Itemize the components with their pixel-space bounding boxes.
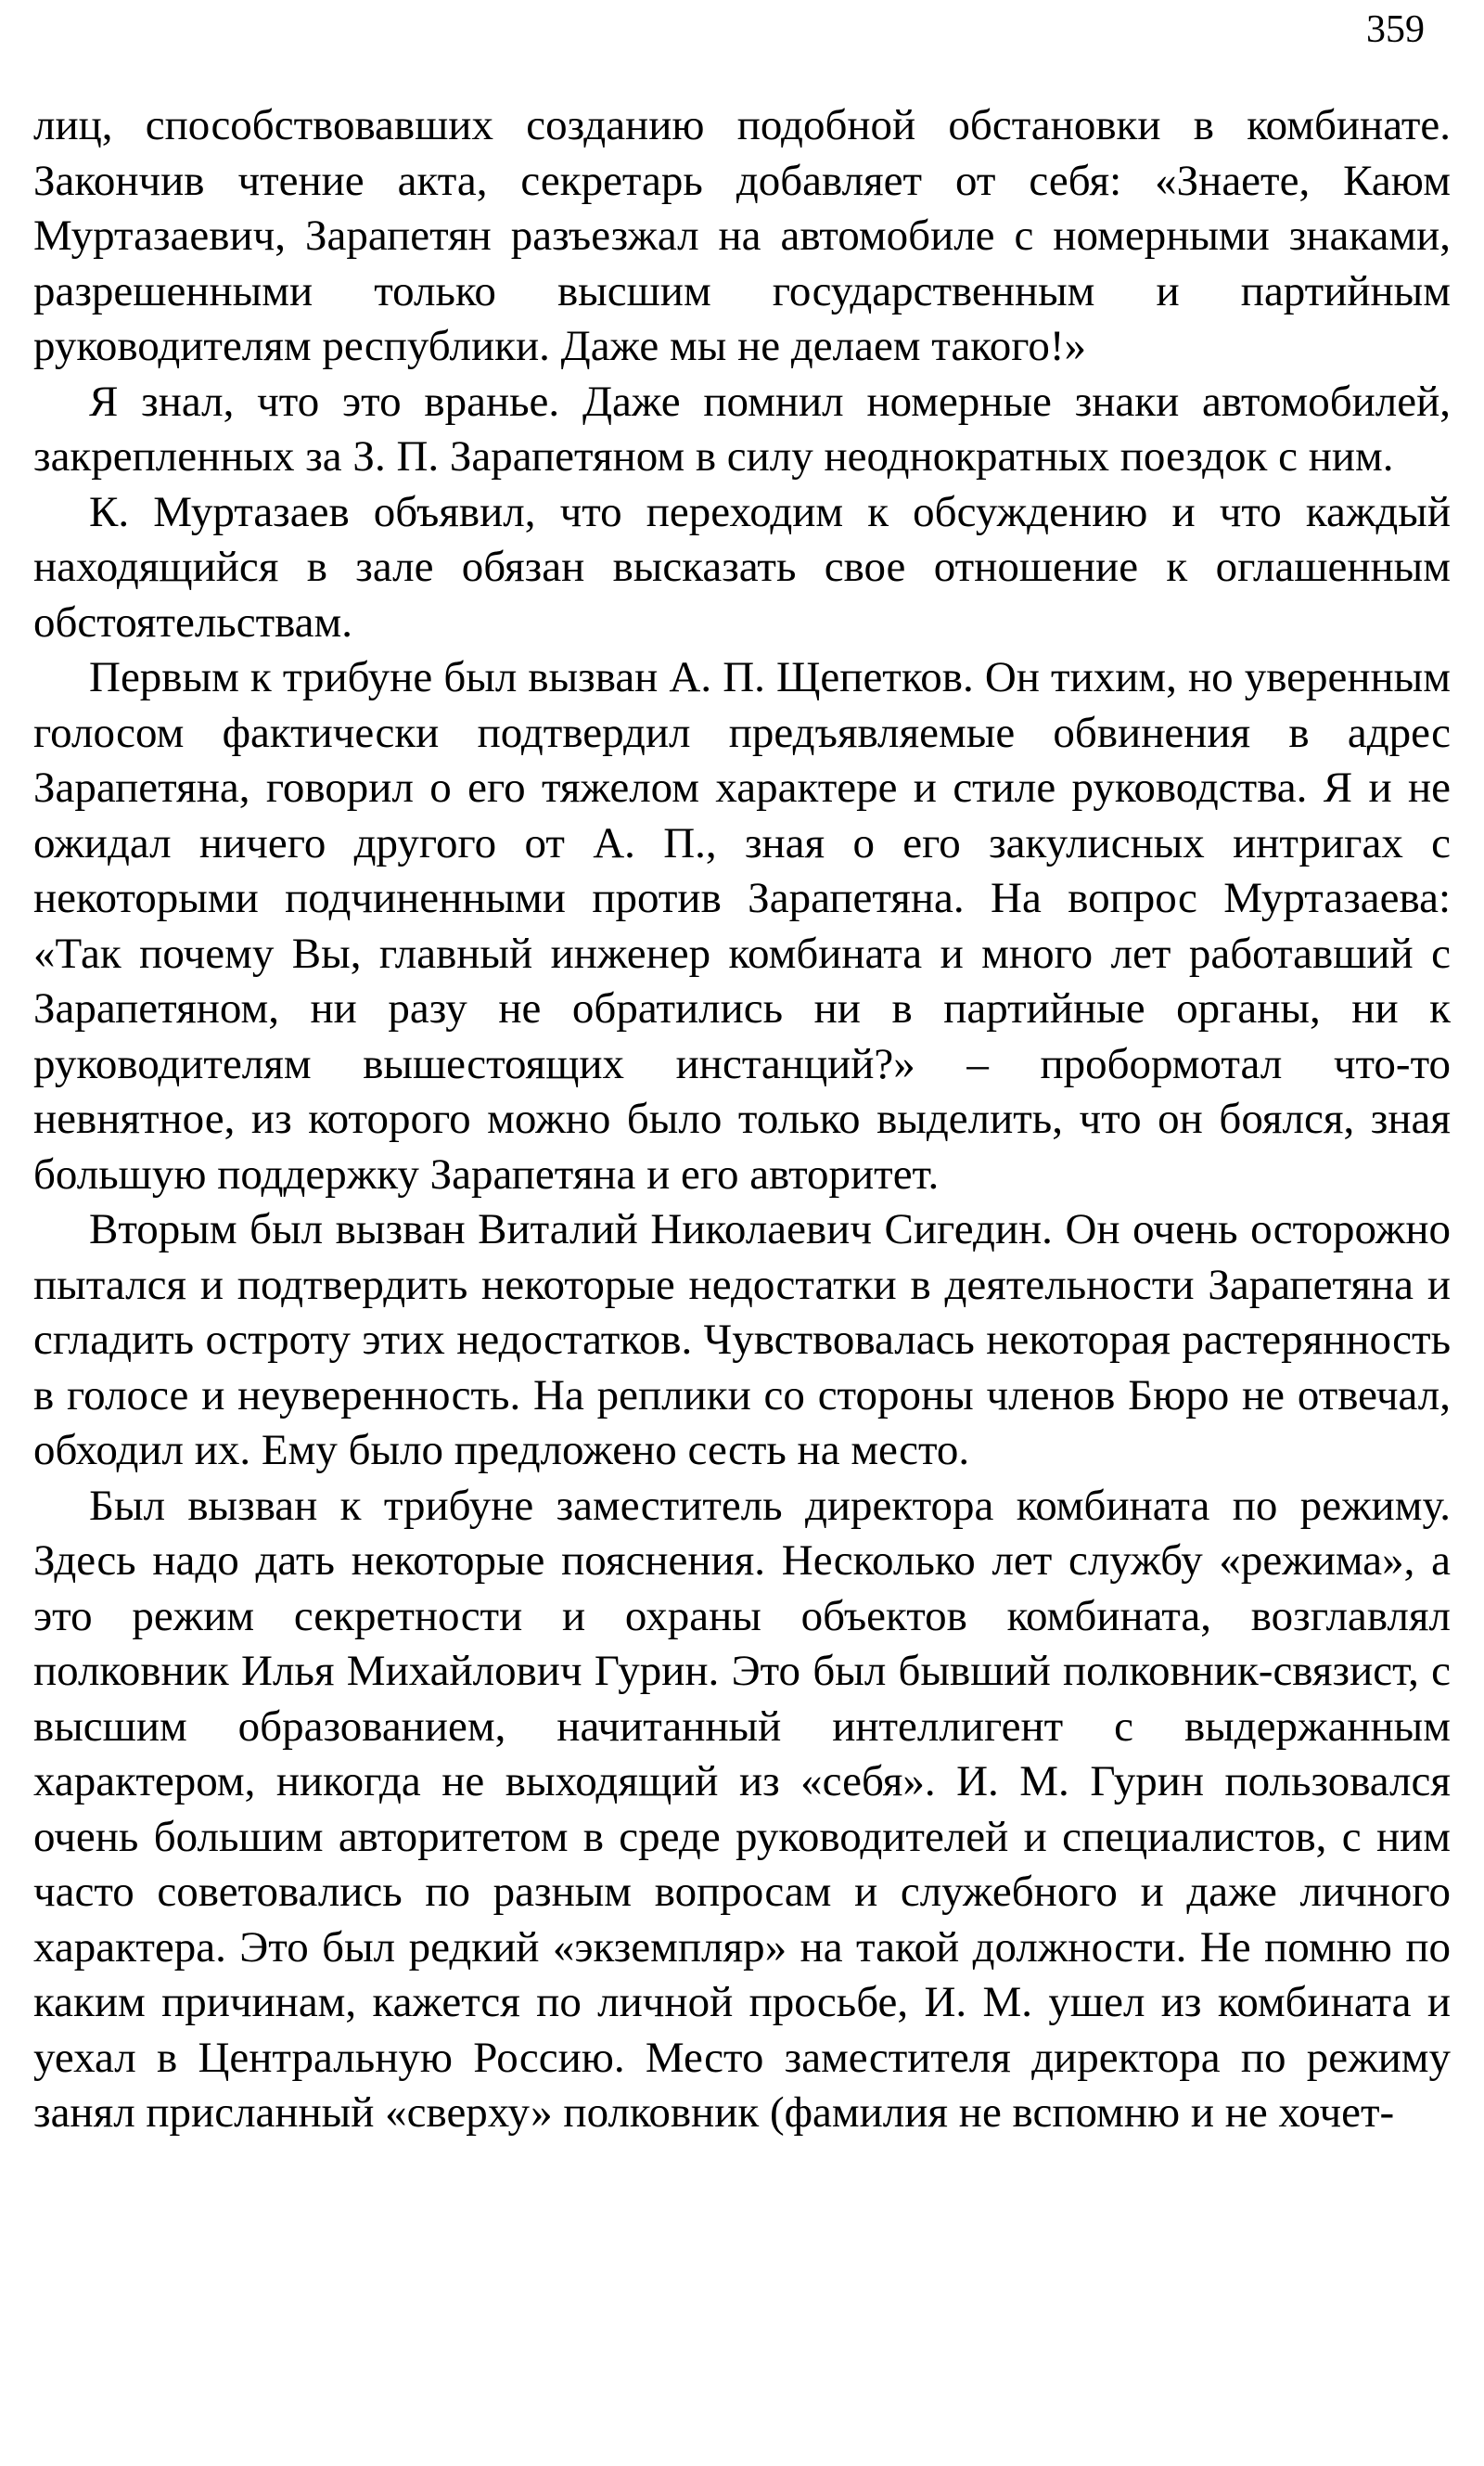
book-page [33, 0, 1451, 2466]
paragraph-1: лиц, способствовавших созданию подобной обстановки в комбинате. Закончив чтение акта, секретарь добавляет от себя: «Знаете, Каюм Муртазаевич, Зарапетян разъезжал на автомобиле с номерными знаками, разрешенными только высшим государственным и партийным руководителям республики. Даже мы не делаем такого!» [33, 101, 1451, 370]
paragraph-2: Я знал, что это вранье. Даже помнил номерные знаки автомобилей, закрепленных за З. П. Зарапетяном в силу неоднократных поездок с ним. [33, 377, 1451, 481]
paragraph-3: К. Муртазаев объявил, что переходим к обсуждению и что каждый находящийся в зале обязан высказать свое отношение к оглашенным обстоятельствам. [33, 487, 1451, 647]
text-body [33, 98, 1451, 2141]
paragraph-6: Был вызван к трибуне заместитель директора комбината по режиму. Здесь надо дать некоторые пояснения. Несколько лет службу «режима», а это режим секретности и охраны объектов комбината, возглавлял полковник Илья Михайлович Гурин. Это был бывший полковник-связист, с высшим образованием, начитанный интеллигент с выдержанным характером, никогда не выходящий из «себя». И. М. Гурин пользовался очень большим авторитетом в среде руководителей и специалистов, с ним часто советовались по разным вопросам и служебного и даже личного характера. Это был редкий «экземпляр» на такой должности. Не помню по каким причинам, кажется по личной просьбе, И. М. ушел из комбината и уехал в Центральную Россию. Место заместителя директора по режиму занял присланный «сверху» полковник (фамилия не вспомню и не хочет- [33, 1481, 1451, 2137]
page-number: 359 [1366, 8, 1425, 51]
paragraph-4: Первым к трибуне был вызван А. П. Щепетков. Он тихим, но уверенным голосом фактически подтвердил предъявляемые обвинения в адрес Зарапетяна, говорил о его тяжелом характере и стиле руководства. Я и не ожидал ничего другого от А. П., зная о его закулисных интригах с некоторыми подчиненными против Зарапетяна. На вопрос Муртазаева: «Так почему Вы, главный инженер комбината и много лет работавший с Зарапетяном, ни разу не обратились ни в партийные органы, ни к руководителям вышестоящих инстанций?» – пробормотал что-то невнятное, из которого можно было только выделить, что он боялся, зная большую поддержку Зарапетяна и его авторитет. [33, 653, 1451, 1199]
paragraph-5: Вторым был вызван Виталий Николаевич Сигедин. Он очень осторожно пытался и подтвердить некоторые недостатки в деятельности Зарапетяна и сгладить остроту этих недостатков. Чувствовалась некоторая растерянность в голосе и неуверенность. На реплики со стороны членов Бюро не отвечал, обходил их. Ему было предложено сесть на место. [33, 1205, 1451, 1474]
